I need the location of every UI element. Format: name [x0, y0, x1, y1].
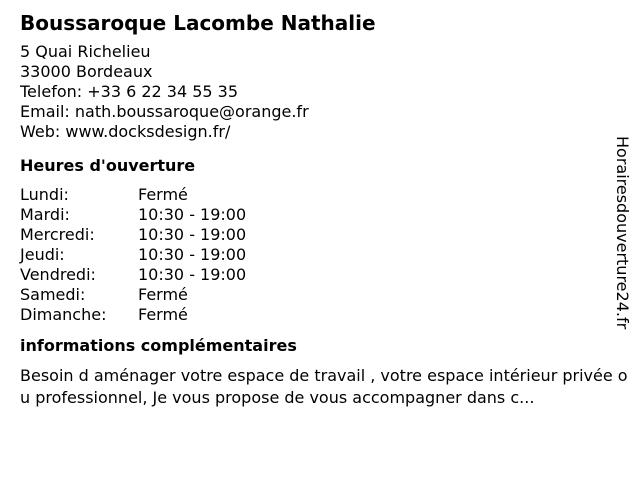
opening-hours-title: Heures d'ouverture	[20, 156, 196, 175]
hours-row	[20, 285, 632, 305]
day-label: Mercredi:	[20, 225, 95, 244]
day-hours: Fermé	[138, 285, 188, 304]
day-label: Dimanche:	[20, 305, 107, 324]
hours-row	[20, 205, 632, 225]
day-hours: 10:30 - 19:00	[138, 245, 247, 264]
day-label: Lundi:	[20, 185, 69, 204]
business-card	[20, 10, 632, 409]
day-hours: 10:30 - 19:00	[138, 205, 247, 224]
day-hours: Fermé	[138, 305, 188, 324]
additional-info-text: Besoin d aménager votre espace de travail , votre espace intérieur privée ou professionnel, Je vous propose de vous accompagner dans c...	[20, 366, 628, 407]
day-label: Samedi:	[20, 285, 86, 304]
business-name: Boussaroque Lacombe Nathalie	[20, 11, 376, 35]
hours-row	[20, 225, 632, 245]
site-brand: Horairesdouverture24.fr	[613, 136, 632, 330]
day-label: Vendredi:	[20, 265, 96, 284]
phone-number: Telefon: +33 6 22 34 55 35	[20, 82, 239, 101]
day-label: Jeudi:	[20, 245, 65, 264]
email-address: Email: nath.boussaroque@orange.fr	[20, 102, 309, 121]
day-hours: 10:30 - 19:00	[138, 265, 247, 284]
day-hours: 10:30 - 19:00	[138, 225, 247, 244]
day-hours: Fermé	[138, 185, 188, 204]
hours-row	[20, 305, 632, 325]
address-street: 5 Quai Richelieu	[20, 42, 151, 61]
hours-row	[20, 265, 632, 285]
hours-row	[20, 245, 632, 265]
hours-row	[20, 185, 632, 205]
website-address: Web: www.docksdesign.fr/	[20, 122, 231, 141]
additional-info-title: informations complémentaires	[20, 336, 297, 355]
address-city: 33000 Bordeaux	[20, 62, 153, 81]
day-label: Mardi:	[20, 205, 70, 224]
